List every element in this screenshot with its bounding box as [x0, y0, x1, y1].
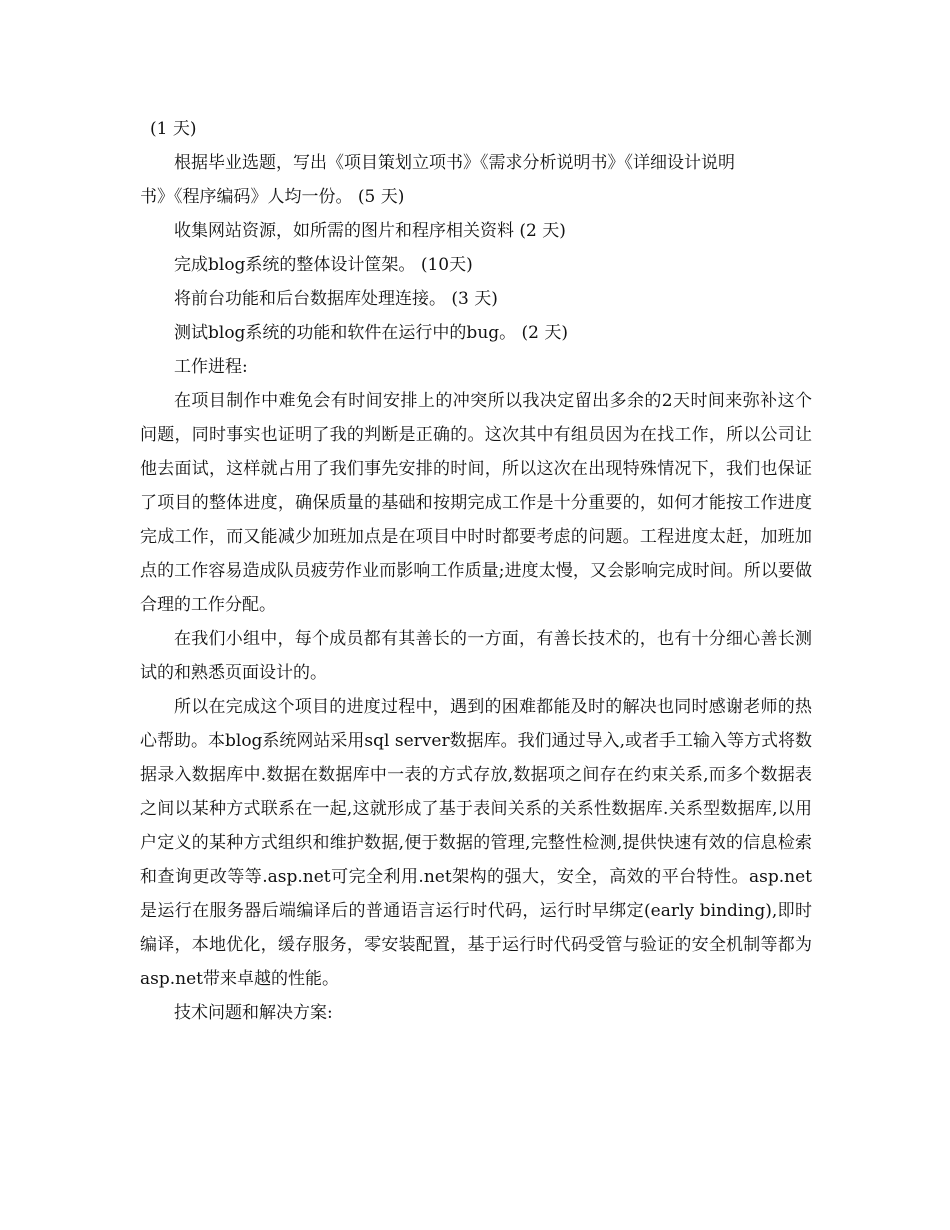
task-collect-resources: 收集网站资源，如所需的图片和程序相关资料 (2 天) [174, 221, 566, 241]
section-heading-technical-issues: 技术问题和解决方案: [174, 1003, 333, 1023]
task-testing: 测试blog系统的功能和软件在运行中的bug。 (2 天) [174, 323, 569, 343]
document-page [140, 112, 812, 1030]
task-documents-part-2: 书》《程序编码》人均一份。 (5 天) [140, 187, 405, 207]
task-documents [140, 146, 812, 214]
task-design-framework: 完成blog系统的整体设计筐架。 (10天) [174, 255, 473, 275]
paragraph-schedule-conflict: 在项目制作中难免会有时间安排上的冲突所以我决定留出多余的2天时间来弥补这个问题，同时事实也证明了我的判断是正确的。这次其中有组员因为在找工作，所以公司让他去面试，这样就占用了我们事先安排的时间，所以这次在出现特殊情况下，我们也保证了项目的整体进度，确保质量的基础和按期完成工作是十分重要的，如何才能按工作进度完成工作，而又能减少加班加点是在项目中时时都要考虑的问题。工程进度太赶，加班加点的工作容易造成队员疲劳作业而影响工作质量;进度太慢，又会影响完成时间。所以要做合理的工作分配。 [140, 391, 812, 615]
paragraph-team-members: 在我们小组中，每个成员都有其善长的一方面，有善长技术的，也有十分细心善长测试的和熟悉页面设计的。 [140, 629, 812, 683]
task-connect-database: 将前台功能和后台数据库处理连接。 (3 天) [174, 289, 498, 309]
task-documents-part-1: 根据毕业选题，写出《项目策划立项书》《需求分析说明书》《详细设计说明 [174, 153, 735, 173]
section-heading-progress: 工作进程: [174, 357, 248, 377]
paragraph-technology: 所以在完成这个项目的进度过程中，遇到的困难都能及时的解决也同时感谢老师的热心帮助。本blog系统网站采用sql server数据库。我们通过导入,或者手工输入等方式将数据录入数据库中.数据在数据库中一表的方式存放,数据项之间存在约束关系,而多个数据表之间以某种方式联系在一起,这就形成了基于表间关系的关系性数据库.关系型数据库,以用户定义的某种方式组织和维护数据,便于数据的管理,完整性检测,提供快速有效的信息检索和查询更改等等.asp.net可完全利用.net架构的强大，安全，高效的平台特性。asp.net是运行在服务器后端编译后的普通语言运行时代码，运行时早绑定(early binding),即时编译，本地优化，缓存服务，零安装配置，基于运行时代码受管与验证的安全机制等都为asp.net带来卓越的性能。 [140, 697, 812, 989]
duration-line: (1 天) [150, 119, 197, 139]
